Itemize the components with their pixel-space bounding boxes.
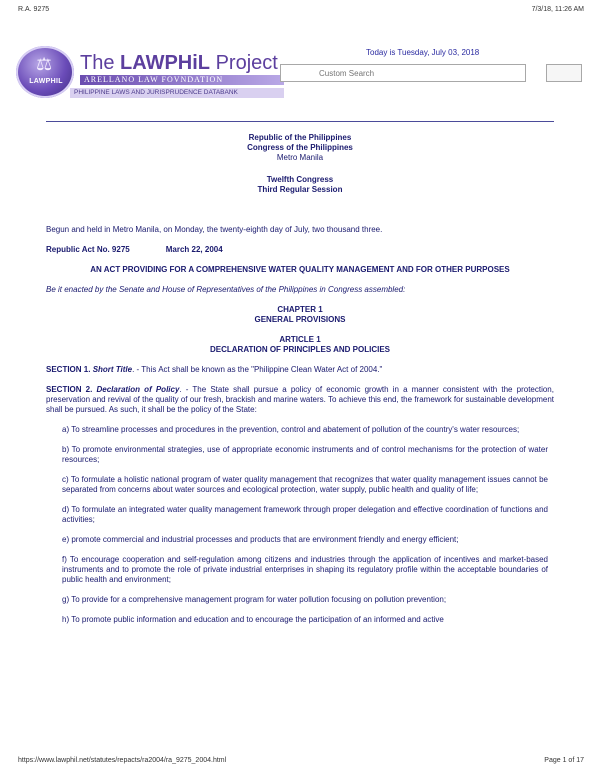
chapter-title: GENERAL PROVISIONS: [254, 315, 346, 324]
section-2-text: . - The State shall pursue a policy of economic growth in a manner consistent with the protection, preservation and revival of the quality of our fresh, brackish and marine waters. To achieve this end, the framework for sustainable development shall be pursued. As such, it shall be the policy of the State:: [46, 385, 554, 414]
search-button[interactable]: [546, 64, 582, 82]
print-header-datetime: 7/3/18, 11:26 AM: [531, 6, 584, 13]
act-title: AN ACT PROVIDING FOR A COMPREHENSIVE WATER QUALITY MANAGEMENT AND FOR OTHER PURPOSES: [90, 265, 510, 274]
begun-statement: Begun and held in Metro Manila, on Monday, the twenty-eighth day of July, two thousand three.: [46, 225, 383, 234]
ra-number-line: [46, 245, 554, 255]
scales-of-justice-icon: ⚖: [36, 54, 53, 74]
section-2: [46, 385, 554, 415]
brand-subtitle: ARELLANO LAW FOVNDATION: [80, 75, 284, 85]
lawphil-seal-icon: [16, 46, 74, 98]
today-date: Today is Tuesday, July 03, 2018: [366, 48, 480, 57]
print-footer-page: Page 1 of 17: [544, 757, 584, 764]
section-1: [46, 365, 554, 375]
ra-date: March 22, 2004: [165, 245, 223, 254]
policy-item-c: c) To formulate a holistic national program of water quality management that recognizes that water quality management issues cannot be separated from concerns about water sources and ecological protection, water supply, public health and quality of life;: [62, 475, 548, 494]
section-1-label: SECTION 1.: [46, 365, 91, 374]
policy-item-d: d) To formulate an integrated water quality management framework through proper delegation and effective coordination of functions and activities;: [62, 505, 548, 524]
policy-item-a: a) To streamline processes and procedures in the prevention, control and abatement of pollution of the country's water resources;: [62, 425, 520, 434]
heading-republic: Republic of the Philippines: [248, 133, 352, 142]
heading-location: Metro Manila: [276, 153, 324, 162]
heading-twelfth-congress: Twelfth Congress: [266, 175, 334, 184]
article-number: ARTICLE 1: [279, 335, 321, 344]
policy-item-e: e) promote commercial and industrial processes and products that are environment friendly and energy efficient;: [62, 535, 459, 544]
document-body: [46, 133, 554, 635]
section-1-text: . - This Act shall be known as the "Philippine Clean Water Act of 2004.": [132, 365, 383, 374]
policy-list: [62, 425, 548, 625]
print-footer-url: https://www.lawphil.net/statutes/repacts/ra2004/ra_9275_2004.html: [18, 757, 227, 764]
brand-tagline: PHILIPPINE LAWS AND JURISPRUDENCE DATABANK: [70, 88, 284, 98]
section-2-title: Declaration of Policy: [96, 385, 180, 394]
custom-search-input[interactable]: [280, 64, 526, 82]
site-logo[interactable]: [14, 46, 282, 100]
brand-prefix: The: [80, 52, 121, 74]
section-1-title: Short Title: [92, 365, 133, 374]
ra-number: Republic Act No. 9275: [46, 245, 130, 254]
policy-item-g: g) To provide for a comprehensive management program for water pollution focusing on pollution prevention;: [62, 595, 447, 604]
policy-item-h: h) To promote public information and education and to encourage the participation of an informed and active: [62, 615, 444, 624]
header-divider: [46, 121, 554, 122]
heading-congress: Congress of the Philippines: [247, 143, 353, 152]
brand-suffix: Project: [210, 52, 278, 74]
policy-item-f: f) To encourage cooperation and self-regulation among citizens and industries through the application of incentives and market-based instruments and to promote the role of private industrial enterprises in shaping its regulatory profile within the acceptable boundaries of public health and environment;: [62, 555, 548, 584]
article-title: DECLARATION OF PRINCIPLES AND POLICIES: [209, 345, 390, 354]
chapter-number: CHAPTER 1: [277, 305, 323, 314]
heading-session: Third Regular Session: [257, 185, 343, 194]
brand-title: [80, 52, 278, 75]
print-header-title: R.A. 9275: [18, 6, 50, 13]
brand-name: LAWPHiL: [120, 52, 211, 74]
enacting-clause: Be it enacted by the Senate and House of Representatives of the Philippines in Congress assembled:: [46, 285, 406, 294]
policy-item-b: b) To promote environmental strategies, use of appropriate economic instruments and of control mechanisms for the protection of water resources;: [62, 445, 548, 464]
seal-label: LAWPHIL: [29, 78, 63, 85]
section-2-label: SECTION 2.: [46, 385, 93, 394]
